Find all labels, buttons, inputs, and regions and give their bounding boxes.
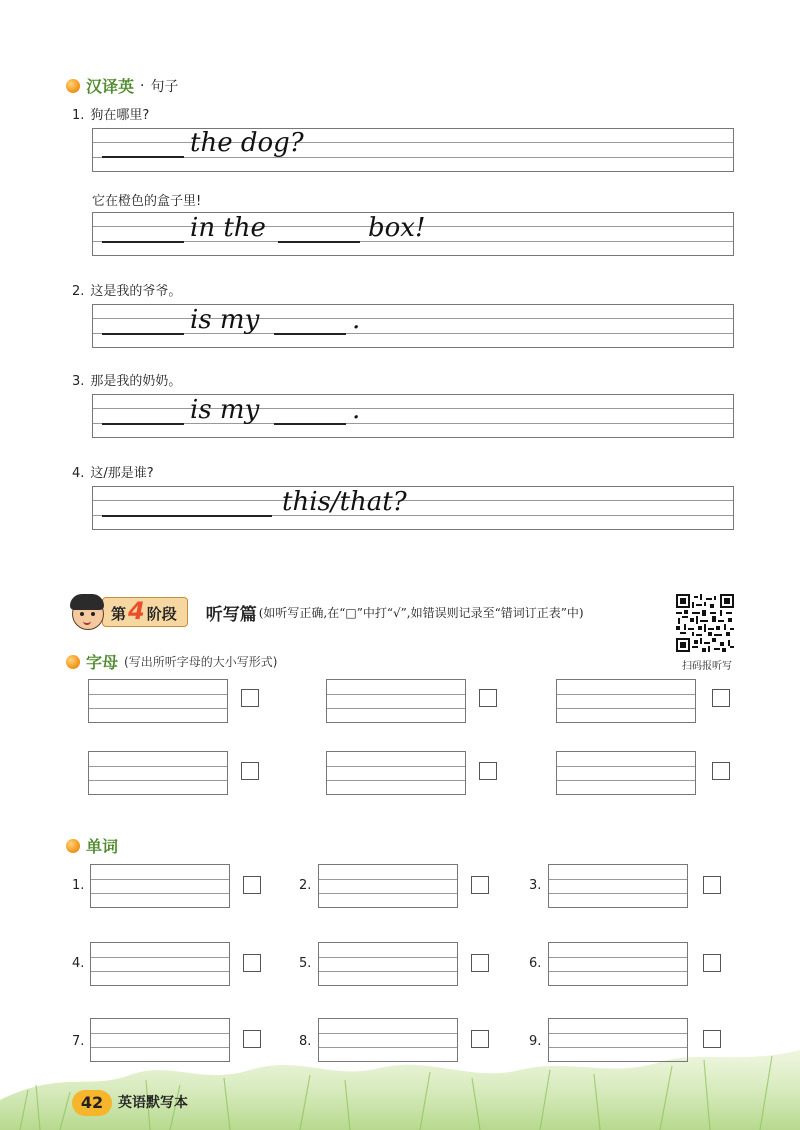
handwritten-answer: this/that? (282, 487, 407, 517)
handwritten-answer: is my (190, 305, 260, 335)
word-number: 4. (72, 956, 85, 971)
word-box[interactable] (548, 864, 688, 908)
section-separator: · (140, 77, 145, 94)
handwritten-answer: in the (190, 213, 266, 243)
letter-box[interactable] (556, 751, 696, 795)
check-box[interactable] (479, 762, 497, 780)
stage-note: (如听写正确,在“□”中打“√”,如错误则记录至“错词订正表”中) (258, 605, 584, 620)
letters-note: (写出所听字母的大小写形式) (124, 655, 278, 669)
question-1b: 它在橙色的盒子里! (92, 194, 202, 209)
section-header-words (66, 834, 118, 857)
word-number: 9. (529, 1034, 542, 1049)
check-box[interactable] (703, 954, 721, 972)
writing-strip-4[interactable] (92, 394, 734, 438)
section-header-translation (66, 74, 178, 97)
check-box[interactable] (243, 954, 261, 972)
page-number: 42 (72, 1090, 112, 1116)
question-3: 3. 那是我的奶奶。 (72, 374, 182, 389)
cartoon-boy-icon (66, 590, 108, 634)
check-box[interactable] (712, 762, 730, 780)
letter-box[interactable] (556, 679, 696, 723)
word-box[interactable] (548, 1018, 688, 1062)
check-box[interactable] (243, 1030, 261, 1048)
question-4: 4. 这/那是谁? (72, 466, 154, 481)
answer-blank (278, 241, 360, 243)
letter-box[interactable] (88, 751, 228, 795)
orange-bullet-icon (66, 79, 80, 93)
section-subtitle: 句子 (150, 78, 179, 95)
letter-box[interactable] (88, 679, 228, 723)
check-box[interactable] (471, 876, 489, 894)
check-box[interactable] (241, 762, 259, 780)
answer-blank (274, 423, 346, 425)
orange-bullet-icon (66, 655, 80, 669)
answer-blank (102, 241, 184, 243)
word-box[interactable] (90, 864, 230, 908)
word-number: 8. (299, 1034, 312, 1049)
section-header-letters (66, 650, 277, 673)
word-box[interactable] (548, 942, 688, 986)
letter-box[interactable] (326, 751, 466, 795)
stage-title: 听写篇 (205, 604, 257, 625)
writing-strip-1[interactable] (92, 128, 734, 172)
writing-strip-5[interactable] (92, 486, 734, 530)
word-box[interactable] (90, 1018, 230, 1062)
answer-blank (102, 515, 272, 517)
stage-banner (66, 590, 584, 634)
check-box[interactable] (241, 689, 259, 707)
check-box[interactable] (703, 876, 721, 894)
letter-box[interactable] (326, 679, 466, 723)
qr-label: 扫码报听写 (682, 661, 732, 672)
word-number: 7. (72, 1034, 85, 1049)
check-box[interactable] (712, 689, 730, 707)
word-number: 6. (529, 956, 542, 971)
question-2: 2. 这是我的爷爷。 (72, 284, 182, 299)
book-title: 英语默写本 (118, 1095, 188, 1111)
word-number: 3. (529, 878, 542, 893)
question-1: 1. 狗在哪里? (72, 108, 150, 123)
answer-blank (102, 156, 184, 158)
answer-blank (102, 423, 184, 425)
check-box[interactable] (703, 1030, 721, 1048)
word-box[interactable] (318, 1018, 458, 1062)
writing-strip-3[interactable] (92, 304, 734, 348)
check-box[interactable] (471, 954, 489, 972)
handwritten-period: . (352, 395, 361, 425)
word-number: 1. (72, 878, 85, 893)
answer-blank (102, 333, 184, 335)
handwritten-answer: box! (368, 213, 426, 243)
word-number: 2. (299, 878, 312, 893)
word-box[interactable] (318, 864, 458, 908)
check-box[interactable] (471, 1030, 489, 1048)
letters-title: 字母 (86, 653, 119, 672)
stage-badge: 第 4 阶段 (102, 597, 188, 627)
orange-bullet-icon (66, 839, 80, 853)
word-number: 5. (299, 956, 312, 971)
answer-blank (274, 333, 346, 335)
check-box[interactable] (479, 689, 497, 707)
handwritten-answer: is my (190, 395, 260, 425)
handwritten-period: . (352, 305, 361, 335)
word-box[interactable] (90, 942, 230, 986)
words-title: 单词 (86, 837, 119, 856)
section-title: 汉译英 (86, 77, 135, 96)
word-box[interactable] (318, 942, 458, 986)
handwritten-answer: the dog? (190, 128, 304, 158)
check-box[interactable] (243, 876, 261, 894)
qr-code-icon[interactable] (676, 594, 734, 652)
